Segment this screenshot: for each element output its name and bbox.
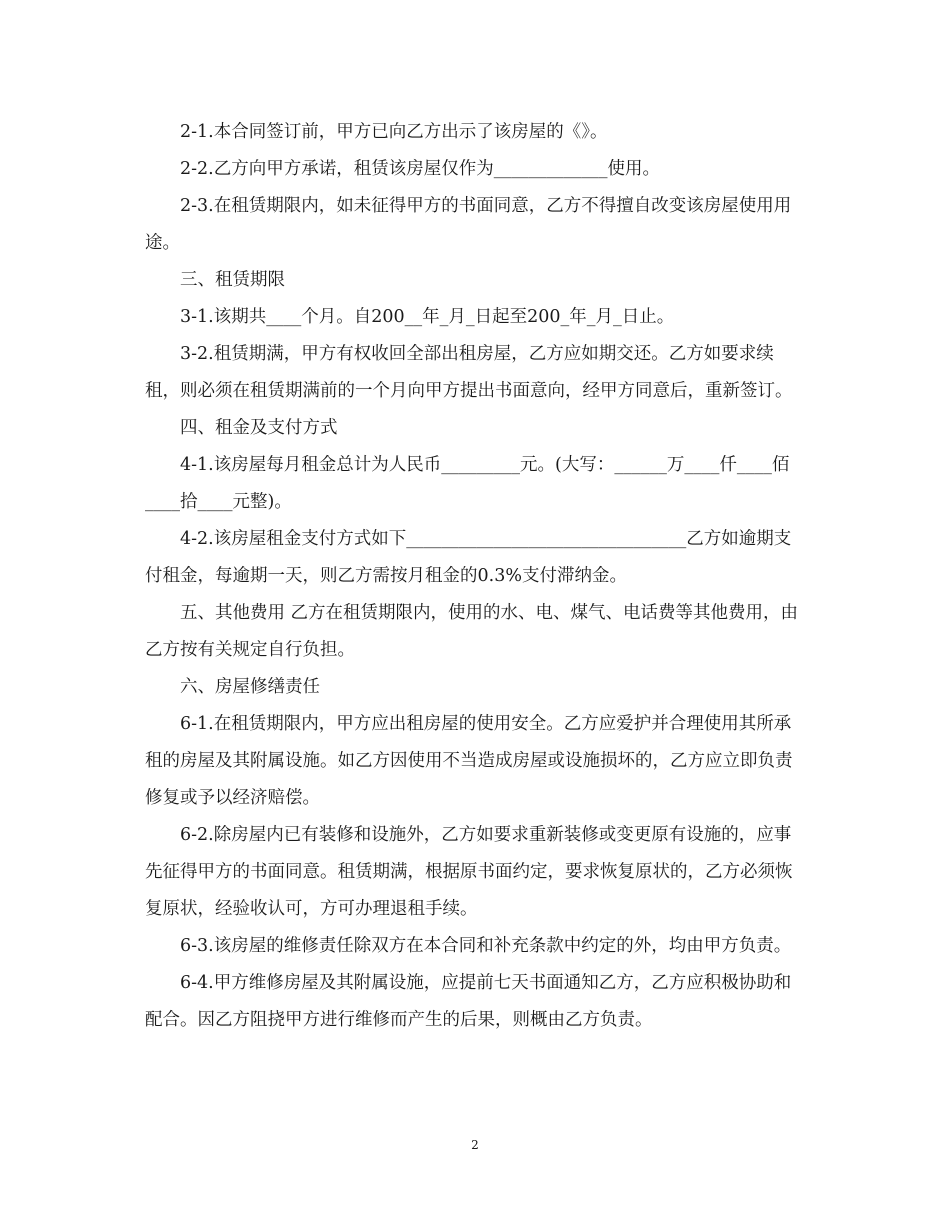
section-other-fees: 五、其他费用 乙方在租赁期限内，使用的水、电、煤气、电话费等其他费用，由乙方按有关规定自行负担。 [145, 603, 799, 660]
clause-6-1: 6-1.在租赁期限内，甲方应出租房屋的使用安全。乙方应爱护并合理使用其所承租的房屋及其附属设施。如乙方因使用不当造成房屋或设施损坏的，乙方应立即负责修复或予以经济赔偿。 [145, 714, 793, 808]
clause-4-2: 4-2.该房屋租金支付方式如下________________________________乙方如逾期支付租金，每逾期一天，则乙方需按月租金的0.3%支付滞纳金。 [145, 529, 792, 586]
clause-3-2: 3-2.租赁期满，甲方有权收回全部出租房屋，乙方应如期交还。乙方如要求续租，则必须在租赁期满前的一个月向甲方提出书面意向，经甲方同意后，重新签订。 [145, 344, 793, 401]
section-heading-rent-payment: 四、租金及支付方式 [180, 418, 338, 438]
clause-2-2: 2-2.乙方向甲方承诺，租赁该房屋仅作为_____________使用。 [180, 159, 660, 179]
contract-body [145, 114, 805, 1039]
clause-3-1: 3-1.该期共____个月。自200__年_月_日起至200_年_月_日止。 [180, 307, 675, 327]
clause-2-3: 2-3.在租赁期限内，如未征得甲方的书面同意，乙方不得擅自改变该房屋使用用途。 [145, 196, 792, 253]
clause-4-1: 4-1.该房屋每月租金总计为人民币_________元。(大写：______万____仟____佰____拾____元整)。 [145, 455, 790, 512]
clause-6-4: 6-4.甲方维修房屋及其附属设施，应提前七天书面通知乙方，乙方应积极协助和配合。因乙方阻挠甲方进行维修而产生的后果，则概由乙方负责。 [145, 973, 792, 1030]
clause-6-2: 6-2.除房屋内已有装修和设施外，乙方如要求重新装修或变更原有设施的，应事先征得甲方的书面同意。租赁期满，根据原书面约定，要求恢复原状的，乙方必须恢复原状，经验收认可，方可办理退租手续。 [145, 825, 793, 919]
clause-2-1: 2-1.本合同签订前，甲方已向乙方出示了该房屋的《》。 [180, 122, 608, 142]
section-heading-lease-term: 三、租赁期限 [180, 270, 285, 290]
section-heading-repair: 六、房屋修缮责任 [180, 677, 320, 697]
clause-6-3: 6-3.该房屋的维修责任除双方在本合同和补充条款中约定的外，均由甲方负责。 [180, 936, 792, 956]
page-number: 2 [471, 1138, 479, 1152]
